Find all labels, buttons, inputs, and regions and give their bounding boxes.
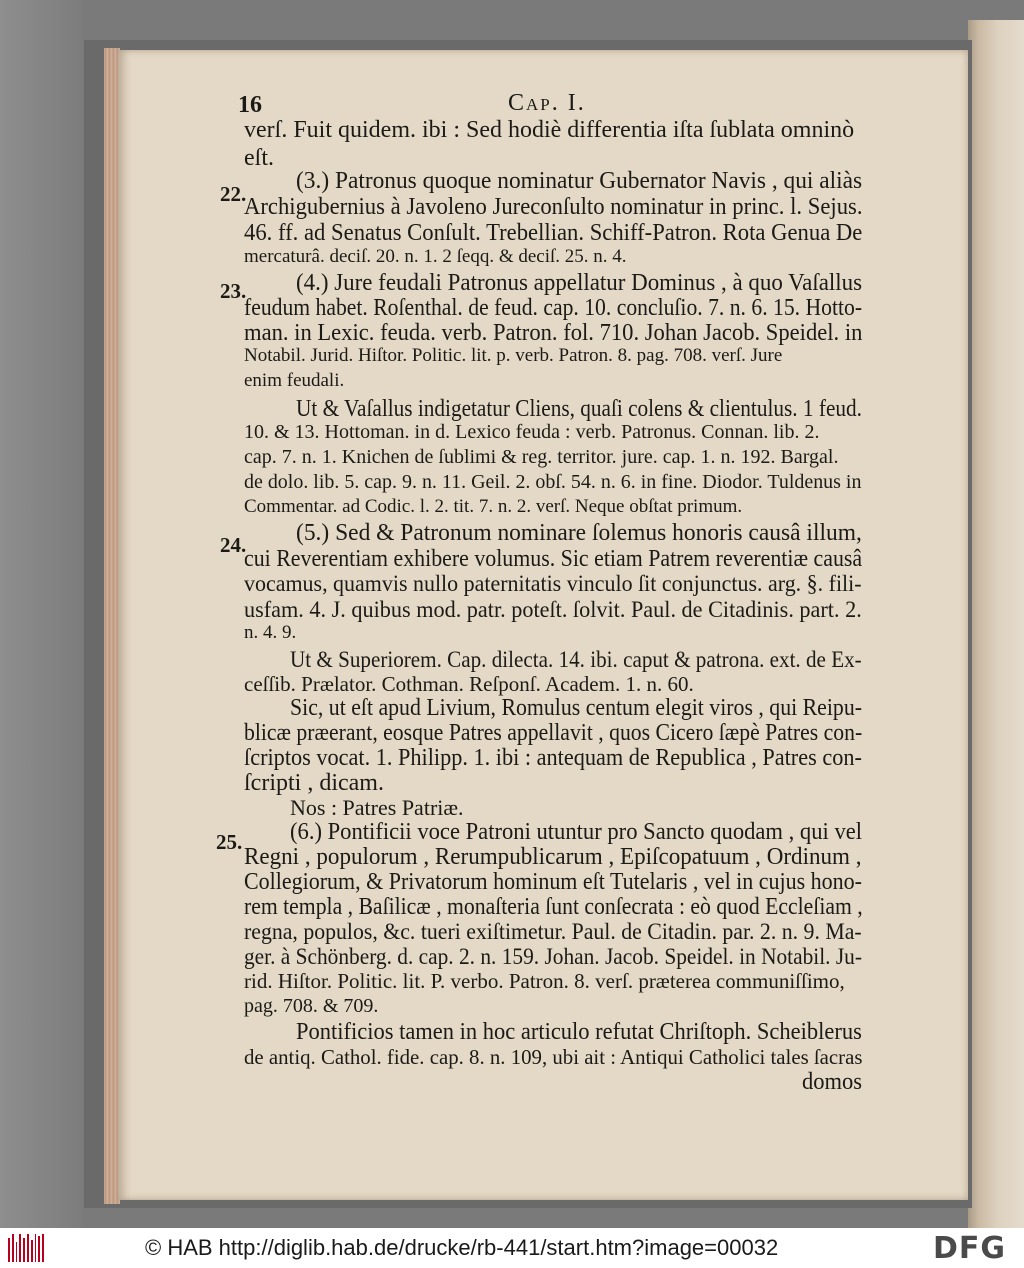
text-line: ger. à Schönberg. d. cap. 2. n. 159. Johan. Jacob. Speidel. in Notabil. Ju- — [244, 944, 862, 969]
text-line: domos — [802, 1069, 863, 1095]
text-line: Sic, ut eſt apud Livium, Romulus centum elegit viros , qui Reipu- — [290, 695, 863, 721]
text-line: feudum habet. Roſenthal. de feud. cap. 10. concluſio. 7. n. 6. 15. Hotto- — [244, 295, 863, 321]
text-line: Notabil. Jurid. Hiſtor. Politic. lit. p. verb. Patron. 8. pag. 708. verſ. Jure — [244, 345, 783, 366]
text-line: verſ. Fuit quidem. ibi : Sed hodiè differentia iſta ſublata omninò — [244, 117, 855, 143]
text-line: 10. & 13. Hottoman. in d. Lexico feuda : verb. Patronus. Connan. lib. 2. — [244, 421, 820, 443]
text-line: Nos : Patres Patriæ. — [290, 795, 464, 820]
text-line: (6.) Pontificii voce Patroni utuntur pro Sancto quodam , qui vel — [290, 819, 863, 845]
text-line: de dolo. lib. 5. cap. 9. n. 11. Geil. 2. obſ. 54. n. 6. in fine. Diodor. Tuldenus in — [244, 471, 862, 493]
dfg-logo: DFG — [933, 1231, 1007, 1266]
text-line: Ut & Superiorem. Cap. dilecta. 14. ibi. caput & patrona. ext. de Ex- — [290, 647, 862, 672]
text-line: man. in Lexic. feuda. verb. Patron. fol. 710. Johan Jacob. Speidel. in — [244, 320, 863, 346]
text-line: blicæ præerant, eosque Patres appellavit , quos Cicero ſæpè Patres con- — [244, 720, 863, 746]
text-line: rem templa , Baſilicæ , monaſteria ſunt conſecrata : eò quod Eccleſiam , — [244, 894, 863, 920]
text-line: Collegiorum, & Privatorum hominum eſt Tutelaris , vel in cujus hono- — [244, 869, 862, 895]
text-line: enim feudali. — [244, 370, 345, 391]
text-line: Regni , populorum , Rerumpublicarum , Epiſcopatuum , Ordinum , — [244, 844, 862, 870]
text-line: Commentar. ad Codic. l. 2. tit. 7. n. 2. verſ. Neque obſtat primum. — [244, 496, 743, 517]
margin-number: 24. — [220, 533, 247, 557]
text-line: ſcripti , dicam. — [244, 770, 384, 796]
copyright-link[interactable]: © HAB http://diglib.hab.de/drucke/rb-441/start.htm?image=00032 — [145, 1235, 779, 1260]
text-line: 46. ff. ad Senatus Conſult. Trebellian. Schiff-Patron. Rota Genua De — [244, 220, 863, 246]
margin-number: 23. — [220, 279, 247, 303]
text-line: cap. 7. n. 1. Knichen de ſublimi & reg. territor. jure. cap. 1. n. 192. Bargal. — [244, 446, 839, 468]
text-line: regna, populos, &c. tueri exiſtimetur. Paul. de Citadin. par. 2. n. 9. Ma- — [244, 919, 862, 944]
text-line: pag. 708. & 709. — [244, 995, 379, 1017]
running-head: Cap. I. — [508, 90, 586, 116]
text-line: vocamus, quamvis nullo paternitatis vinculo ſit conjunctus. arg. §. fili- — [244, 571, 862, 596]
text-line: (5.) Sed & Patronum nominare ſolemus honoris causâ illum, — [296, 520, 862, 546]
text-line: usfam. 4. J. quibus mod. patr. poteſt. ſolvit. Paul. de Citadinis. part. 2. — [244, 597, 862, 622]
text-line: (3.) Patronus quoque nominatur Gubernator Navis , qui aliàs — [296, 168, 863, 194]
text-line: (4.) Jure feudali Patronus appellatur Dominus , à quo Vaſallus — [296, 270, 863, 296]
barcode-icon — [8, 1234, 44, 1262]
text-line: Ut & Vaſallus indigetatur Cliens, quaſi colens & clientulus. 1 feud. — [296, 396, 862, 422]
text-line: rid. Hiſtor. Politic. lit. P. verbo. Patron. 8. verſ. præterea communiſſimo, — [244, 969, 845, 993]
text-line: Archigubernius à Javoleno Jureconſulto nominatur in princ. l. Sejus. — [244, 194, 863, 220]
text-line: Pontificios tamen in hoc articulo refutat Chriſtoph. Scheiblerus — [296, 1019, 862, 1045]
text-line: cui Reverentiam exhibere volumus. Sic etiam Patrem reverentiæ causâ — [244, 546, 863, 572]
text-line: ſcriptos vocat. 1. Philipp. 1. ibi : antequam de Republica , Patres con- — [244, 745, 862, 771]
facing-page-edge — [968, 20, 1024, 1228]
viewer-footer — [0, 1228, 1024, 1268]
text-line: ceſſib. Prælator. Cothman. Reſponſ. Academ. 1. n. 60. — [244, 672, 694, 696]
margin-number: 22. — [220, 182, 247, 206]
page-number: 16 — [238, 92, 262, 118]
text-line: mercaturâ. deciſ. 20. n. 1. 2 ſeqq. & deciſ. 25. n. 4. — [244, 246, 627, 267]
text-line: n. 4. 9. — [244, 622, 297, 643]
text-line: eſt. — [244, 145, 274, 171]
text-line: de antiq. Cathol. fide. cap. 8. n. 109, ubi ait : Antiqui Catholici tales ſacras — [244, 1045, 863, 1069]
margin-number: 25. — [216, 830, 243, 854]
